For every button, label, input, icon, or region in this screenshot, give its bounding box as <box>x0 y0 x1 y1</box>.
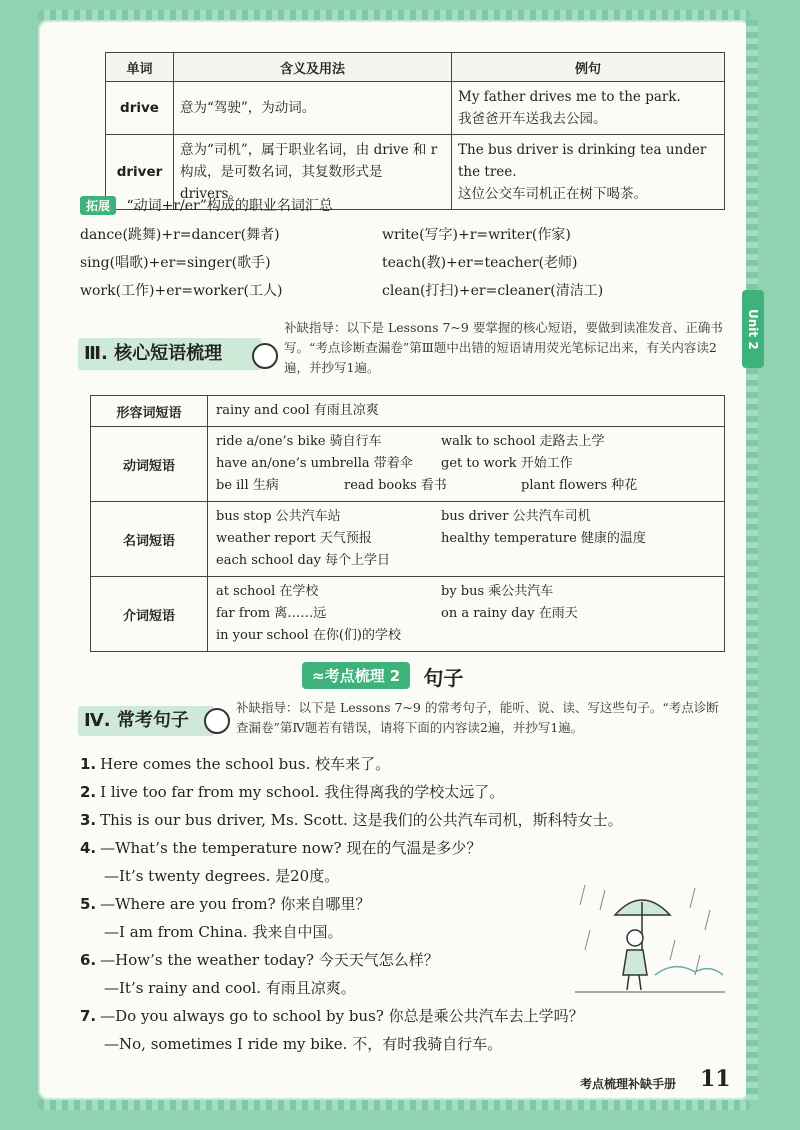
extension-item: clean(打扫)+er=cleaner(清洁工) <box>382 283 604 299</box>
heading2-pill: ≈考点梳理 2 <box>302 662 410 689</box>
vocab-word: driver <box>106 135 174 210</box>
section3-title: Ⅲ. 核心短语梳理 <box>78 338 262 370</box>
phrase-item: in your school 在你(们)的学校 <box>216 628 401 643</box>
phrase-item: walk to school 走路去上学 <box>441 434 605 449</box>
bottom-border <box>38 1100 750 1110</box>
extension-item: dance(跳舞)+r=dancer(舞者) <box>80 227 280 243</box>
vocab-word: drive <box>106 82 174 135</box>
header-usage: 含义及用法 <box>174 53 452 82</box>
top-border <box>38 10 750 20</box>
right-border <box>746 20 758 1100</box>
phrase-row <box>91 577 725 652</box>
sentence-number: 3. <box>80 811 97 829</box>
sentence-text: I live too far from my school. 我住得离我的学校太远了。 <box>100 783 505 801</box>
rain-umbrella-illustration <box>575 880 725 1000</box>
phrase-cell <box>208 502 725 577</box>
vocab-example <box>452 82 725 135</box>
sentence-item <box>80 834 640 862</box>
phrase-item: ride a/one’s bike 骑自行车 <box>216 434 382 449</box>
unit-side-tab: Unit 2 <box>742 290 764 368</box>
phrase-row <box>91 427 725 502</box>
sentence-number: 7. <box>80 1007 97 1025</box>
extension-item: sing(唱歌)+er=singer(歌手) <box>80 255 271 271</box>
sentence-answer: —It’s twenty degrees. 是20度。 <box>104 867 340 885</box>
sentence-answer: —No, sometimes I ride my bike. 不，有时我骑自行车。 <box>104 1035 503 1053</box>
sentence-text: Here comes the school bus. 校车来了。 <box>100 755 391 773</box>
phrase-item: healthy temperature 健康的温度 <box>441 531 646 546</box>
phrase-item: at school 在学校 <box>216 584 319 599</box>
phrase-item: far from 离……远 <box>216 606 327 621</box>
sentence-item <box>80 946 640 974</box>
example-cn: 这位公交车司机正在树下喝茶。 <box>458 186 647 202</box>
sentence-item <box>80 750 640 778</box>
vocab-usage: 意为“驾驶”，为动词。 <box>174 82 452 135</box>
extension-item: teach(教)+er=teacher(老师) <box>382 255 578 271</box>
phrase-table <box>90 395 725 652</box>
sentence-text: —What’s the temperature now? 现在的气温是多少？ <box>100 839 482 857</box>
extension-item: work(工作)+er=worker(工人) <box>80 283 283 299</box>
vocab-header-row <box>106 53 725 82</box>
student-cartoon-icon <box>252 343 278 369</box>
sentence-number: 2. <box>80 783 97 801</box>
sentence-number: 6. <box>80 951 97 969</box>
phrase-category: 动词短语 <box>91 427 208 502</box>
phrase-cell <box>208 427 725 502</box>
sentence-answer: —I am from China. 我来自中国。 <box>104 923 343 941</box>
extension-heading <box>80 195 333 215</box>
phrase-item: read books 看书 <box>344 478 447 493</box>
phrase-category: 名词短语 <box>91 502 208 577</box>
phrase-item: on a rainy day 在雨天 <box>441 606 578 621</box>
phrase-item: bus driver 公共汽车司机 <box>441 509 591 524</box>
footer-label: 考点梳理补缺手册 <box>580 1077 677 1091</box>
vocab-example <box>452 135 725 210</box>
phrase-row <box>91 502 725 577</box>
example-en: My father drives me to the park. <box>458 89 681 105</box>
sentence-number: 4. <box>80 839 97 857</box>
section3-note: 补缺指导：以下是 Lessons 7~9 要掌握的核心短语，要做到读准发音、正确书写。“考点诊断查漏卷”第Ⅲ题中出错的短语请用荧光笔标记出来，有关内容读2遍，并抄写1遍。 <box>284 320 723 375</box>
phrase-item: be ill 生病 <box>216 478 279 493</box>
header-word: 单词 <box>106 53 174 82</box>
extension-item: write(写字)+r=writer(作家) <box>382 227 571 243</box>
example-cn: 我爸爸开车送我去公园。 <box>458 111 607 127</box>
section4-note: 补缺指导：以下是 Lessons 7~9 的常考句子，能听、说、读、写这些句子。“考点诊断查漏卷”第Ⅳ题若有错误，请将下面的内容读2遍，并抄写1遍。 <box>236 700 719 735</box>
sentence-number: 1. <box>80 755 97 773</box>
sentence-item <box>80 778 640 806</box>
extension-badge: 拓展 <box>80 196 116 215</box>
vocab-row <box>106 82 725 135</box>
sentence-item <box>80 806 640 834</box>
phrase-cell <box>208 577 725 652</box>
phrase-row <box>91 396 725 427</box>
example-en: The bus driver is drinking tea under the tree. <box>458 142 707 180</box>
page-number: 11 <box>700 1066 731 1092</box>
sentence-text: —Do you always go to school by bus? 你总是乘公共汽车去上学吗？ <box>100 1007 584 1025</box>
sentence-text: This is our bus driver, Ms. Scott. 这是我们的公共汽车司机，斯科特女士。 <box>100 811 623 829</box>
vocab-usage: 意为“司机”，属于职业名词，由 drive 和 r 构成，是可数名词，其复数形式是 drivers。 <box>174 135 452 210</box>
phrase-item: plant flowers 种花 <box>521 478 638 493</box>
sentence-item <box>80 890 640 918</box>
extension-title: “动词+r/er”构成的职业名词汇总 <box>126 198 333 214</box>
header-example: 例句 <box>452 53 725 82</box>
sentence-text: —How’s the weather today? 今天天气怎么样？ <box>100 951 439 969</box>
phrase-item: by bus 乘公共汽车 <box>441 584 554 599</box>
sentence-list <box>80 750 640 1058</box>
student-cartoon-icon <box>204 708 230 734</box>
phrase-item: get to work 开始工作 <box>441 456 573 471</box>
sentence-number: 5. <box>80 895 97 913</box>
phrase-item: each school day 每个上学日 <box>216 553 391 568</box>
vocab-table <box>105 52 725 210</box>
section4-title: Ⅳ. 常考句子 <box>78 706 214 736</box>
phrase-cell <box>208 396 725 427</box>
sentence-text: —Where are you from? 你来自哪里？ <box>100 895 371 913</box>
phrase-item: have an/one’s umbrella 带着伞 <box>216 456 413 471</box>
section-heading-2 <box>302 662 463 691</box>
phrase-item: bus stop 公共汽车站 <box>216 509 341 524</box>
sentence-answer: —It’s rainy and cool. 有雨且凉爽。 <box>104 979 356 997</box>
phrase-item: rainy and cool 有雨且凉爽 <box>216 403 379 418</box>
phrase-category: 介词短语 <box>91 577 208 652</box>
sentence-item <box>80 1002 640 1030</box>
phrase-category: 形容词短语 <box>91 396 208 427</box>
heading2-text: 句子 <box>423 666 464 690</box>
phrase-item: weather report 天气预报 <box>216 531 372 546</box>
